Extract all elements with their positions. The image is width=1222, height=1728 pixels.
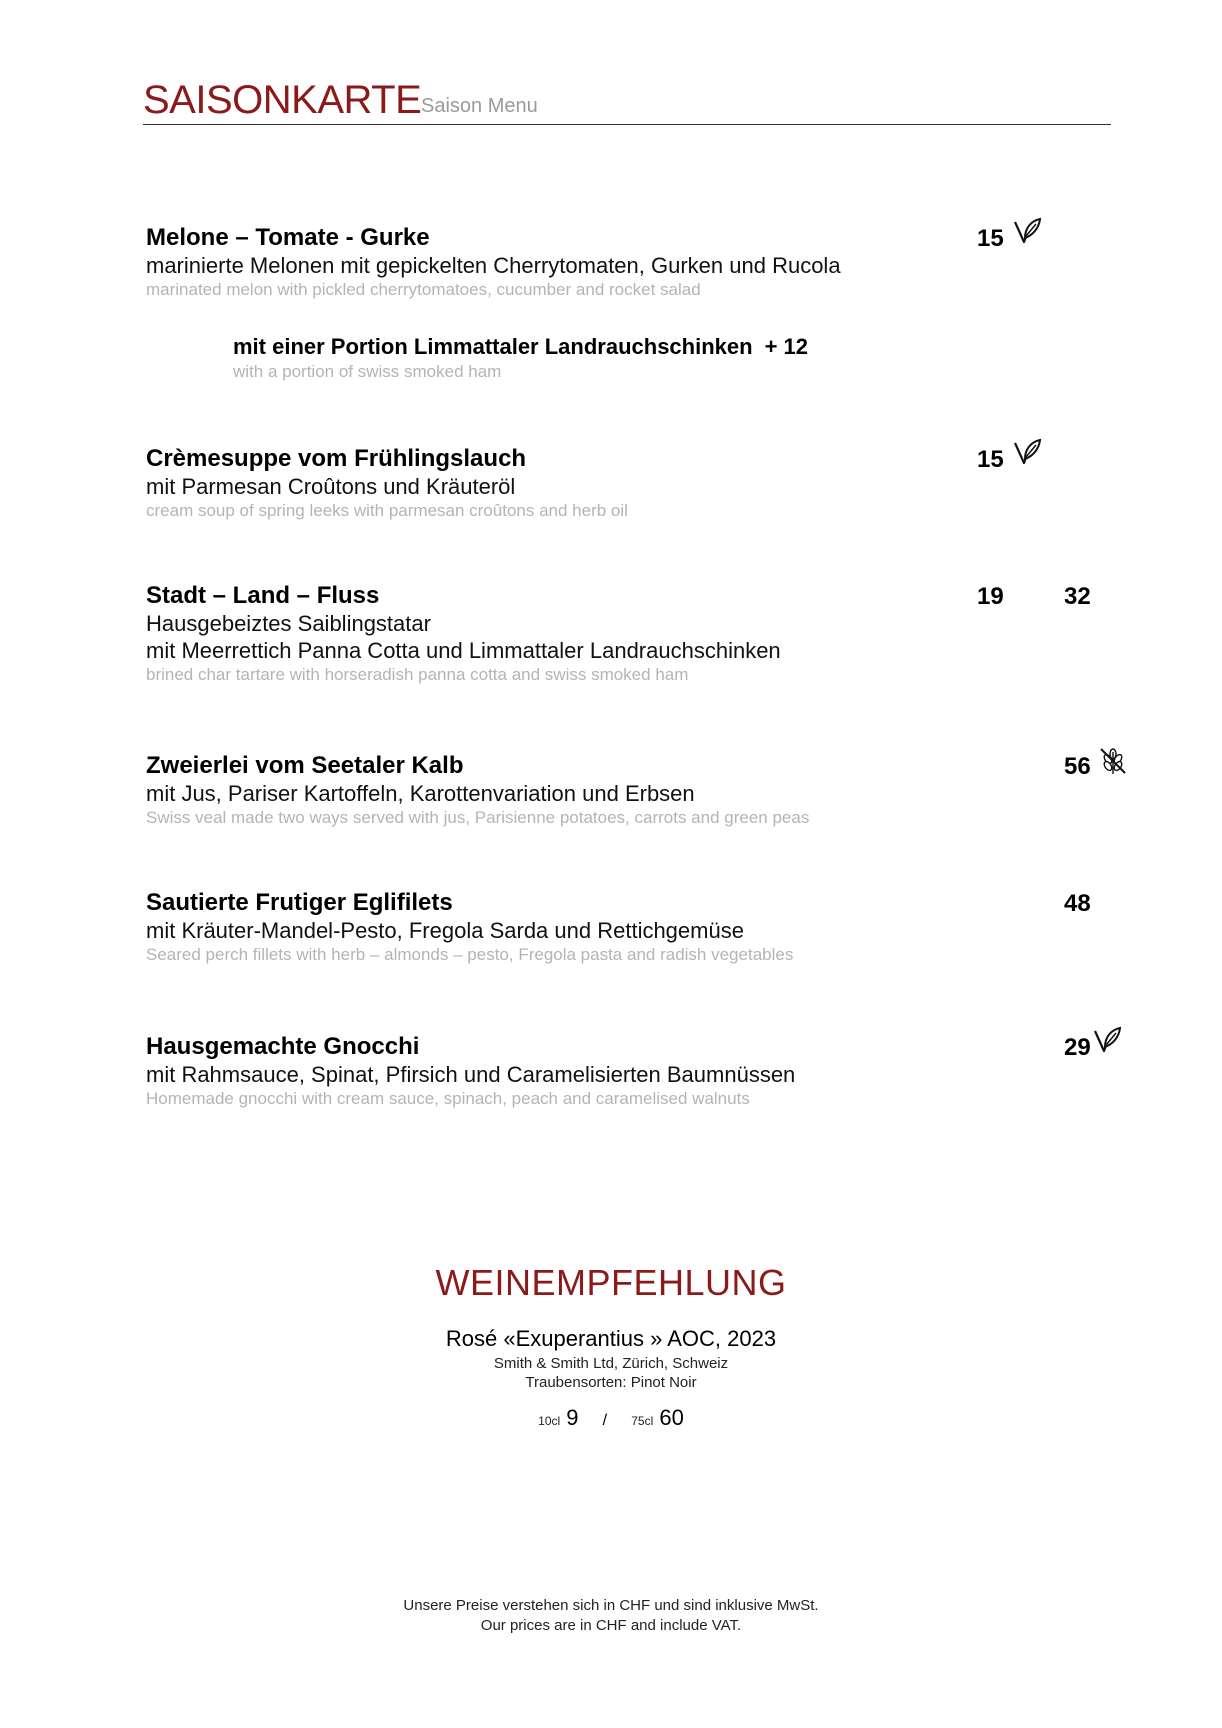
dish-english: Homemade gnocchi with cream sauce, spinach, peach and caramelised walnuts: [146, 1089, 750, 1108]
wine-name: Rosé «Exuperantius » AOC, 2023: [445, 1326, 777, 1351]
addon-english: with a portion of swiss smoked ham: [233, 362, 502, 381]
vegetarian-leaf-icon: [1092, 1025, 1122, 1055]
dish-price-large: 32: [1064, 583, 1091, 610]
footer-note-de: Unsere Preise verstehen sich in CHF und sind inklusive MwSt.: [403, 1597, 819, 1614]
dish-description: marinierte Melonen mit gepickelten Cherrytomaten, Gurken und Rucola: [146, 253, 841, 278]
dish-english: Seared perch fillets with herb – almonds – pesto, Fregola pasta and radish vegetables: [146, 945, 794, 964]
dish-description: mit Parmesan Croûtons und Kräuteröl: [146, 474, 516, 499]
wine-grapes: Traubensorten: Pinot Noir: [525, 1374, 697, 1391]
menu-addon-ham: [233, 333, 808, 383]
dish-price-small: 19: [977, 583, 1004, 610]
dish-price: 56: [1064, 753, 1091, 780]
menu-item-eglifilets: [146, 889, 793, 966]
dish-price: 48: [1064, 890, 1091, 917]
wine-section-title: WEINEMPFEHLUNG: [435, 1262, 787, 1303]
dish-english: brined char tartare with horseradish panna cotta and swiss smoked ham: [146, 665, 689, 684]
price-separator: /: [602, 1412, 608, 1429]
vegetarian-leaf-icon: [1012, 216, 1042, 246]
dish-description: mit Kräuter-Mandel-Pesto, Fregola Sarda und Rettichgemüse: [146, 918, 744, 943]
gluten-free-icon: [1098, 746, 1128, 776]
dish-name: Stadt – Land – Fluss: [146, 582, 380, 609]
glass-price: 9: [566, 1405, 579, 1430]
dish-english: marinated melon with pickled cherrytomatoes, cucumber and rocket salad: [146, 280, 701, 299]
dish-price: 15: [977, 225, 1004, 252]
menu-header: [143, 76, 1111, 125]
dish-english: cream soup of spring leeks with parmesan croûtons and herb oil: [146, 501, 628, 520]
wine-producer: Smith & Smith Ltd, Zürich, Schweiz: [493, 1355, 729, 1372]
dish-name: Zweierlei vom Seetaler Kalb: [146, 752, 464, 779]
addon-name: mit einer Portion Limmattaler Landrauchschinken: [233, 334, 753, 359]
dish-description: mit Meerrettich Panna Cotta und Limmattaler Landrauchschinken: [146, 638, 781, 663]
dish-price: 15: [977, 446, 1004, 473]
menu-item-gnocchi: [146, 1033, 795, 1110]
wine-prices: [0, 1403, 1222, 1436]
dish-name: Hausgemachte Gnocchi: [146, 1033, 420, 1060]
menu-item-melone: [146, 224, 841, 301]
glass-unit: 10cl: [538, 1414, 561, 1428]
menu-item-stadt-land-fluss: [146, 582, 781, 686]
dish-price: 29: [1064, 1034, 1091, 1061]
page-title: SAISONKARTE: [143, 78, 422, 122]
footer-note-en: Our prices are in CHF and include VAT.: [480, 1617, 742, 1634]
dish-description: mit Rahmsauce, Spinat, Pfirsich und Caramelisierten Baumnüssen: [146, 1062, 796, 1087]
page-subtitle: Saison Menu: [421, 95, 538, 117]
dish-english: Swiss veal made two ways served with jus, Parisienne potatoes, carrots and green peas: [146, 808, 810, 827]
dish-name: Melone – Tomate - Gurke: [146, 224, 430, 251]
dish-name: Crèmesuppe vom Frühlingslauch: [146, 445, 527, 472]
dish-name: Sautierte Frutiger Eglifilets: [146, 889, 453, 916]
dish-description: Hausgebeiztes Saiblingstatar: [146, 611, 431, 636]
bottle-unit: 75cl: [631, 1414, 654, 1428]
bottle-price: 60: [659, 1405, 684, 1430]
vegetarian-leaf-icon: [1012, 437, 1042, 467]
menu-item-seetaler-kalb: [146, 752, 809, 829]
dish-description: mit Jus, Pariser Kartoffeln, Karottenvariation und Erbsen: [146, 781, 695, 806]
menu-item-cremesuppe: [146, 445, 628, 522]
addon-price: + 12: [764, 334, 808, 359]
